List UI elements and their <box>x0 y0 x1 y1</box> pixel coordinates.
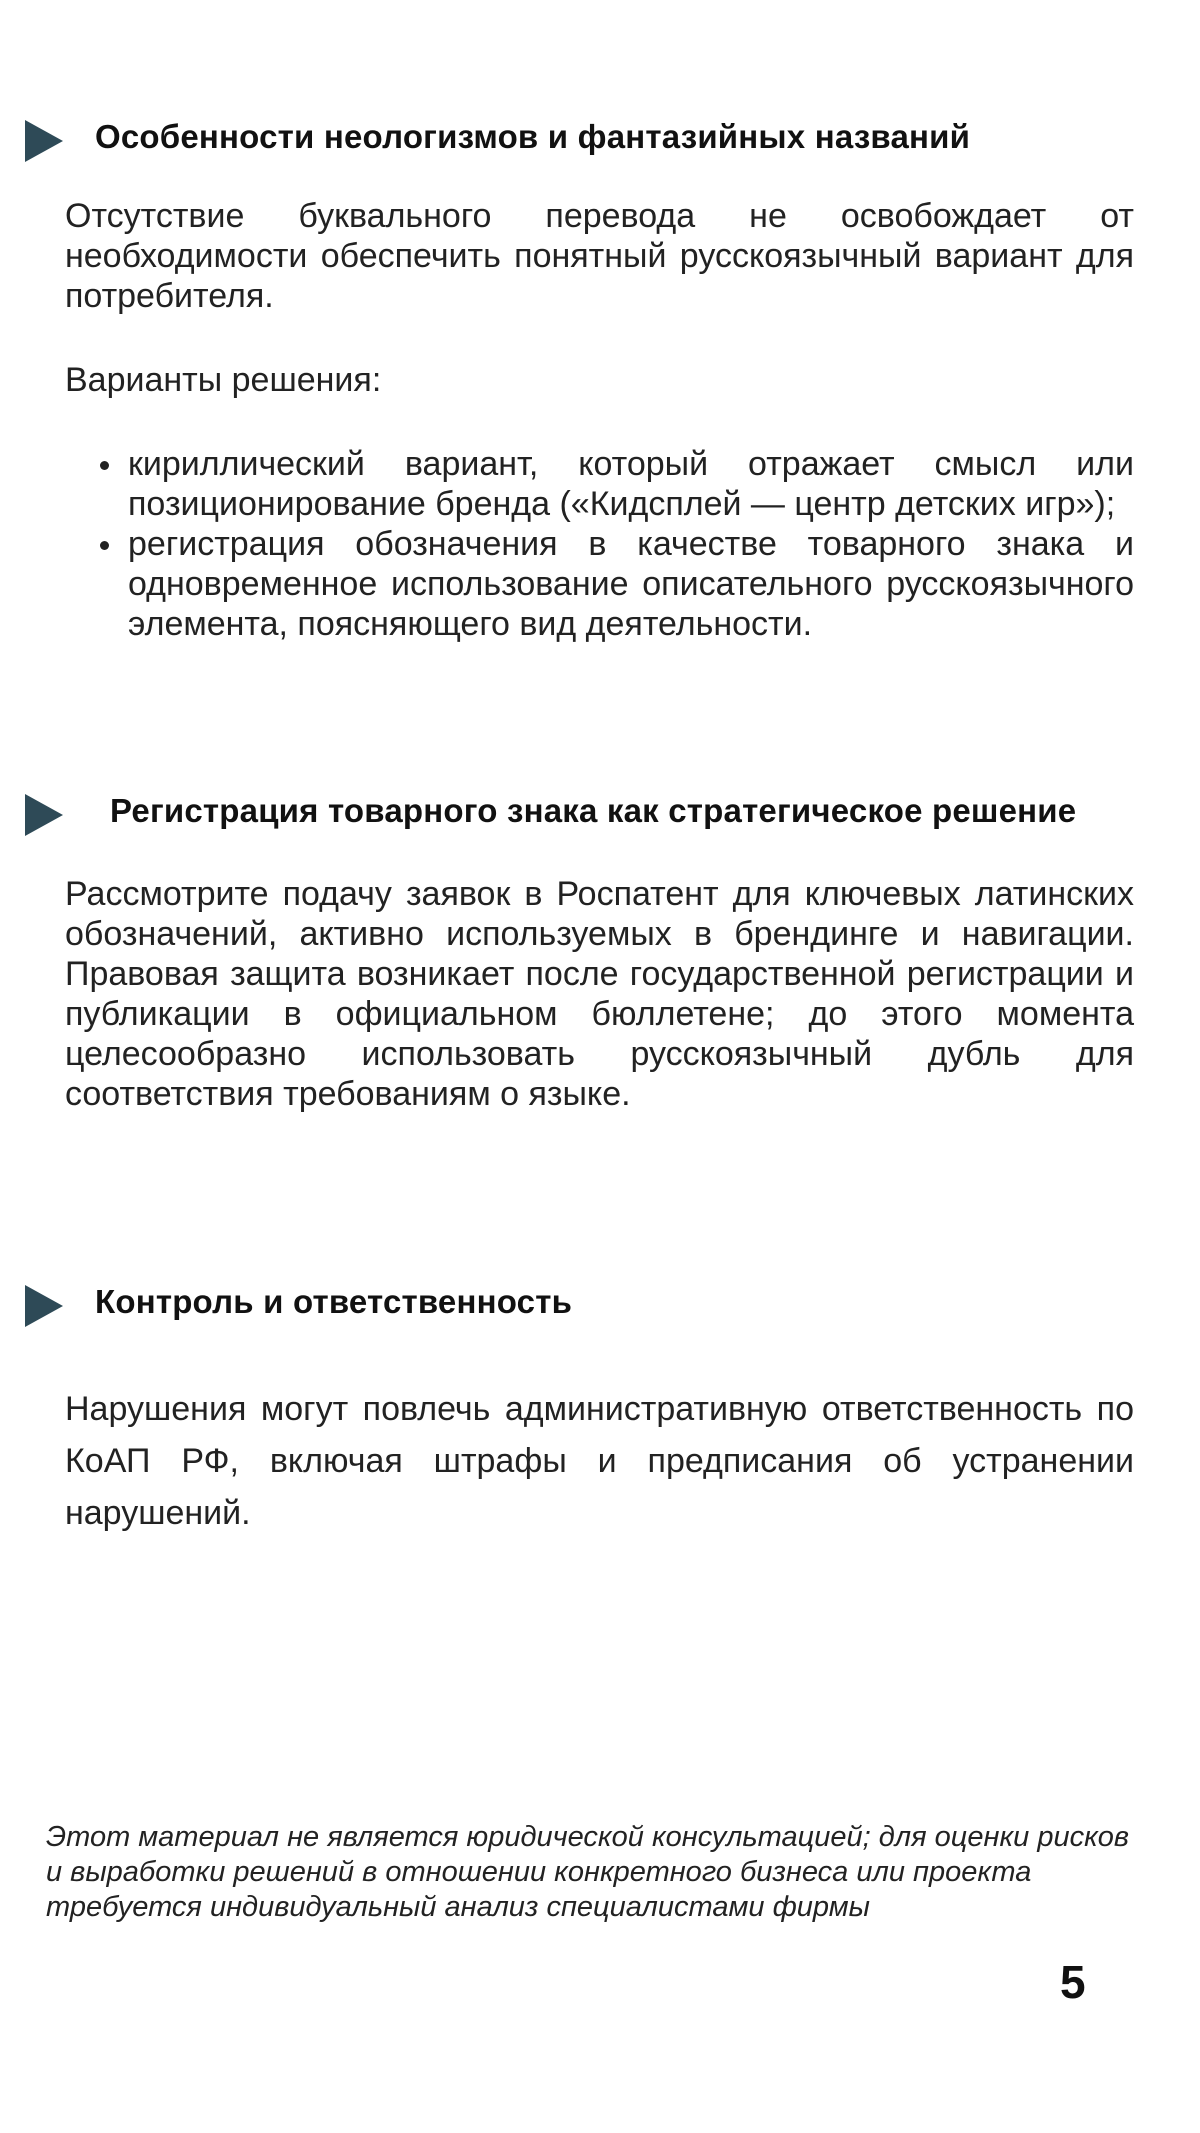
section-control-responsibility <box>0 1283 1200 1539</box>
section-paragraph: Нарушения могут повлечь административную ответственность по КоАП РФ, включая штрафы и предписания об устранении нарушений. <box>65 1390 1134 1532</box>
section-heading <box>0 1283 1200 1321</box>
section-trademark-registration <box>0 792 1200 1114</box>
section-paragraph: Отсутствие буквального перевода не освобождает от необходимости обеспечить понятный русскоязычный вариант для потребителя. <box>65 197 1134 315</box>
page-number: 5 <box>1060 1956 1086 2008</box>
options-label: Варианты решения: <box>65 361 382 399</box>
section-paragraph: Рассмотрите подачу заявок в Роспатент для ключевых латинских обозначений, активно используемых в брендинге и навигации. Правовая защита возникает после государственной регистрации и публикации в официальном бюллетене; до этого момента целесообразно использовать русскоязычный дубль для соответствия требованиям о языке. <box>65 875 1134 1113</box>
options-list <box>0 444 1200 644</box>
heading-text: Регистрация товарного знака как стратегическое решение <box>110 792 1077 829</box>
legal-disclaimer: Этот материал не является юридической консультацией; для оценки рисков и выработки решений в отношении конкретного бизнеса или проекта требуется индивидуальный анализ специалистами фирмы <box>46 1821 1130 1923</box>
list-item: кириллический вариант, который отражает смысл или позиционирование бренда («Кидсплей — центр детских игр»); <box>128 445 1134 523</box>
triangle-marker-icon <box>25 794 63 836</box>
section-neologisms <box>0 118 1200 644</box>
section-heading <box>0 118 1200 156</box>
heading-text: Контроль и ответственность <box>95 1283 573 1320</box>
triangle-marker-icon <box>25 1285 63 1327</box>
list-item: регистрация обозначения в качестве товарного знака и одновременное использование описательного русскоязычного элемента, поясняющего вид деятельности. <box>128 525 1134 643</box>
heading-text: Особенности неологизмов и фантазийных названий <box>95 118 971 155</box>
section-heading <box>0 792 1200 830</box>
triangle-marker-icon <box>25 120 63 162</box>
